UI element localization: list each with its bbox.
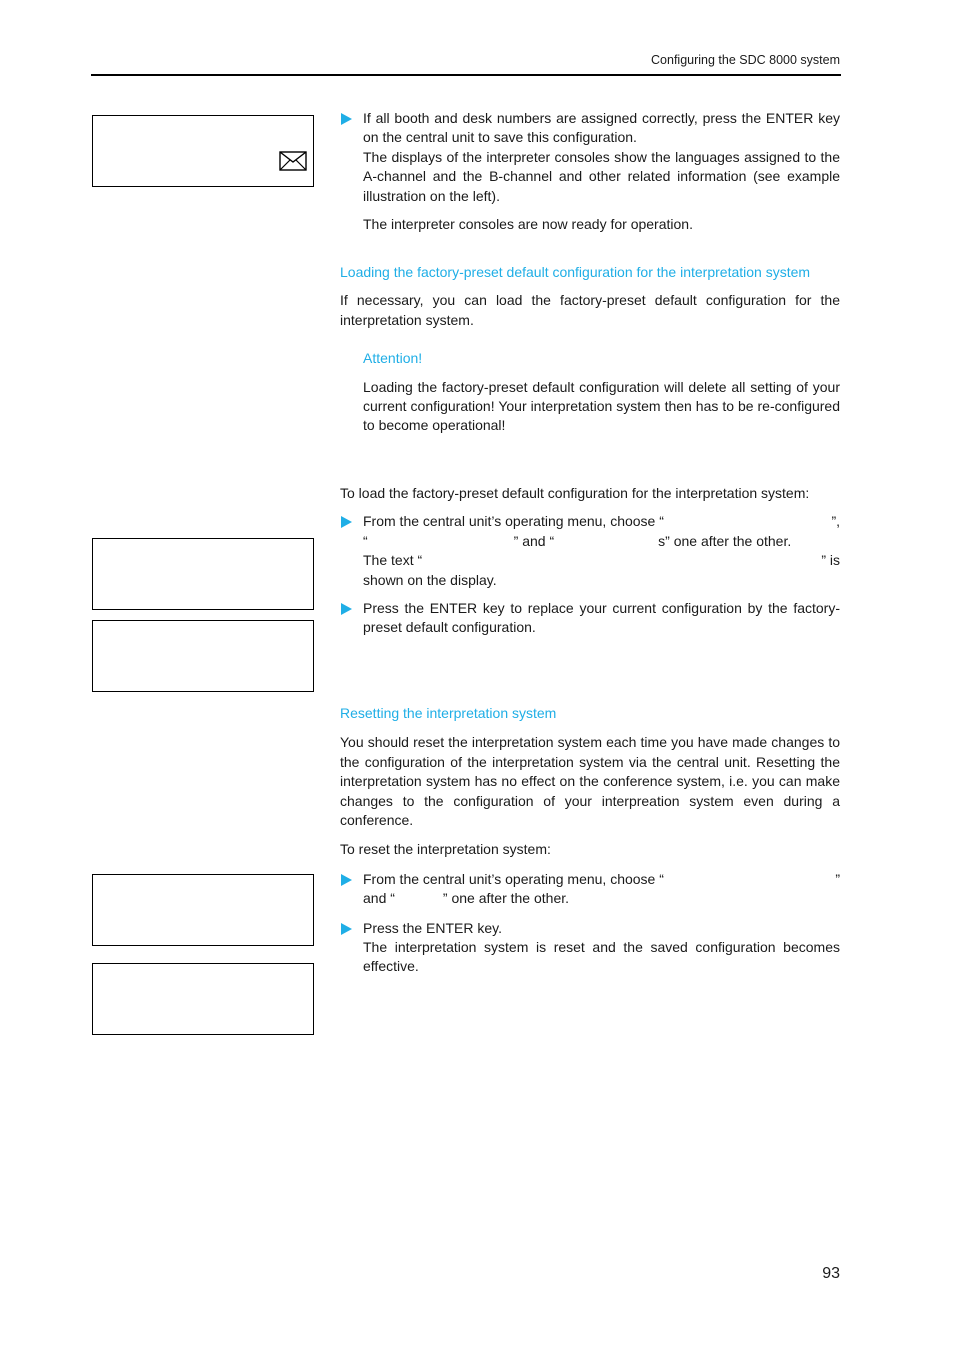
- step-text: ”: [835, 870, 840, 887]
- step-text: shown on the display.: [363, 571, 497, 588]
- step-text: ” is: [821, 552, 840, 569]
- arrow-right-icon: [341, 603, 352, 615]
- envelope-icon: [279, 151, 307, 171]
- step-text: s” one after the other.: [658, 532, 792, 549]
- instruction-step: [340, 870, 840, 909]
- header-rule: [91, 74, 841, 76]
- display-illustration-console: [92, 115, 314, 187]
- factory-section: [340, 263, 840, 436]
- arrow-right-icon: [341, 113, 352, 125]
- paragraph: To reset the interpretation system:: [340, 841, 551, 858]
- display-illustration-reset-2: [92, 963, 314, 1035]
- arrow-right-icon: [341, 874, 352, 886]
- paragraph: If necessary, you can load the factory-preset default configuration for the interpretation system.: [340, 292, 840, 328]
- step-text: “: [363, 532, 368, 549]
- step-text: Press the ENTER key.: [363, 919, 503, 936]
- step-text: If all booth and desk numbers are assigned correctly, press the ENTER key on the central unit to save this configuration.: [363, 110, 840, 146]
- section-heading: Resetting the interpretation system: [340, 705, 557, 721]
- step-text: ”,: [831, 513, 840, 530]
- step-text: From the central unit’s operating menu, choose “: [363, 870, 664, 887]
- display-illustration-factory-1: [92, 538, 314, 610]
- step-text: ” one after the other.: [442, 890, 570, 907]
- factory-steps: [340, 484, 840, 638]
- arrow-right-icon: [341, 923, 352, 935]
- instruction-step: [340, 919, 840, 977]
- step-text: and “: [363, 890, 395, 907]
- paragraph: You should reset the interpretation system each time you have made changes to the configuration of the interpretation system via the central unit. Resetting the interpretation system has no effect on the conference system, i.e. you can make changes to the configuration of your interpreation system even during a conference.: [340, 734, 840, 829]
- result-text: The interpreter consoles are now ready for operation.: [363, 216, 693, 233]
- display-illustration-factory-2: [92, 620, 314, 692]
- step-text: The text “: [363, 552, 423, 569]
- step-text: The interpretation system is reset and the saved configuration becomes effective.: [363, 939, 840, 975]
- intro-section: [340, 109, 840, 234]
- paragraph: To load the factory-preset default configuration for the interpretation system:: [340, 485, 810, 501]
- step-text: From the central unit’s operating menu, choose “: [363, 513, 664, 530]
- instruction-step: [340, 512, 840, 590]
- display-illustration-reset-1: [92, 874, 314, 946]
- reset-section: [340, 704, 840, 977]
- step-text: ” and “: [513, 532, 555, 549]
- attention-text: Loading the factory-preset default configuration will delete all setting of your current configuration! Your interpretation system then has to be re-configured to become operational!: [363, 378, 840, 434]
- section-heading: Loading the factory-preset default configuration for the interpretation system: [340, 264, 811, 280]
- instruction-step: [340, 109, 840, 206]
- arrow-right-icon: [341, 516, 352, 528]
- step-text: Press the ENTER key to replace your current configuration by the factory-preset default configuration.: [363, 600, 840, 636]
- instruction-step: [340, 599, 840, 638]
- step-text: The displays of the interpreter consoles show the languages assigned to the A-channel and the B-channel and other related information (see example illustration on the left).: [363, 148, 840, 204]
- page-number: 93: [822, 1265, 840, 1282]
- attention-title: Attention!: [363, 350, 423, 367]
- header-title: Configuring the SDC 8000 system: [651, 53, 840, 67]
